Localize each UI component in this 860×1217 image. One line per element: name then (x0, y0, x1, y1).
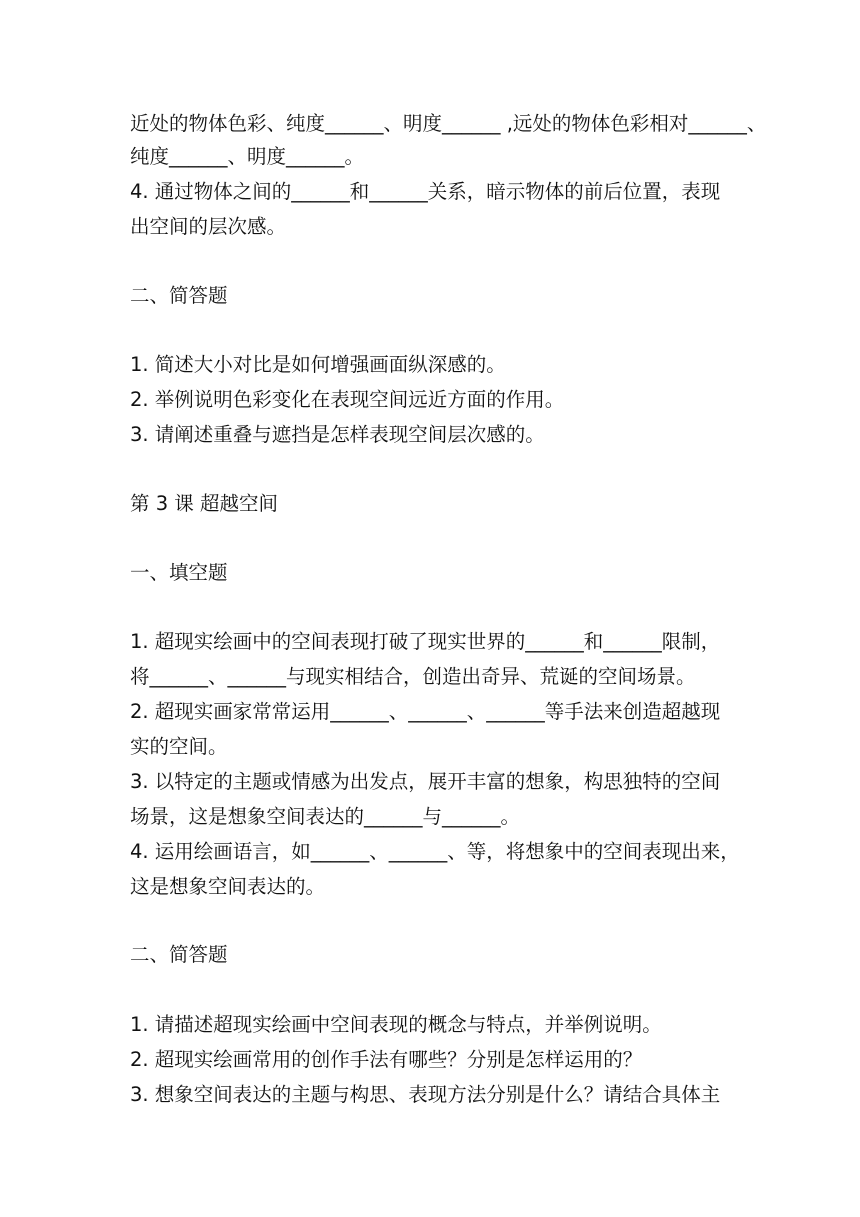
question-item: 3. 想象空间表达的主题与构思、表现方法分别是什么？请结合具体主 (130, 1083, 721, 1106)
question-item: 4. 运用绘画语言，如______、______、等，将想象中的空间表现出来， (130, 840, 740, 863)
section-heading: 二、简答题 (130, 943, 228, 966)
text-line: 4. 通过物体之间的______和______关系，暗示物体的前后位置，表现 (130, 180, 721, 203)
question-item: 1. 请描述超现实绘画中空间表现的概念与特点，并举例说明。 (130, 1013, 662, 1036)
question-item: 2. 举例说明色彩变化在表现空间远近方面的作用。 (130, 388, 565, 411)
text-line: 将______、______与现实相结合，创造出奇异、荒诞的空间场景。 (130, 665, 696, 688)
question-item: 3. 请阐述重叠与遮挡是怎样表现空间层次感的。 (130, 423, 545, 446)
question-item: 1. 超现实绘画中的空间表现打破了现实世界的______和______限制， (130, 630, 721, 653)
question-item: 1. 简述大小对比是如何增强画面纵深感的。 (130, 353, 506, 376)
section-heading: 一、填空题 (130, 561, 228, 584)
text-line: 近处的物体色彩、纯度______、明度______ ,远处的物体色彩相对______、 (130, 112, 767, 135)
text-line: 实的空间。 (130, 735, 228, 758)
text-line: 这是想象空间表达的。 (130, 875, 326, 898)
question-item: 3. 以特定的主题或情感为出发点，展开丰富的想象，构思独特的空间 (130, 770, 721, 793)
text-line: 出空间的层次感。 (130, 215, 287, 238)
question-item: 2. 超现实绘画常用的创作手法有哪些？分别是怎样运用的？ (130, 1048, 643, 1071)
text-line: 场景，这是想象空间表达的______与______。 (130, 805, 521, 828)
question-item: 2. 超现实画家常常运用______、______、______等手法来创造超越现 (130, 700, 721, 723)
text-line: 纯度______、明度______。 (130, 145, 365, 168)
lesson-title: 第 3 课 超越空间 (130, 492, 279, 515)
section-heading: 二、简答题 (130, 284, 228, 307)
